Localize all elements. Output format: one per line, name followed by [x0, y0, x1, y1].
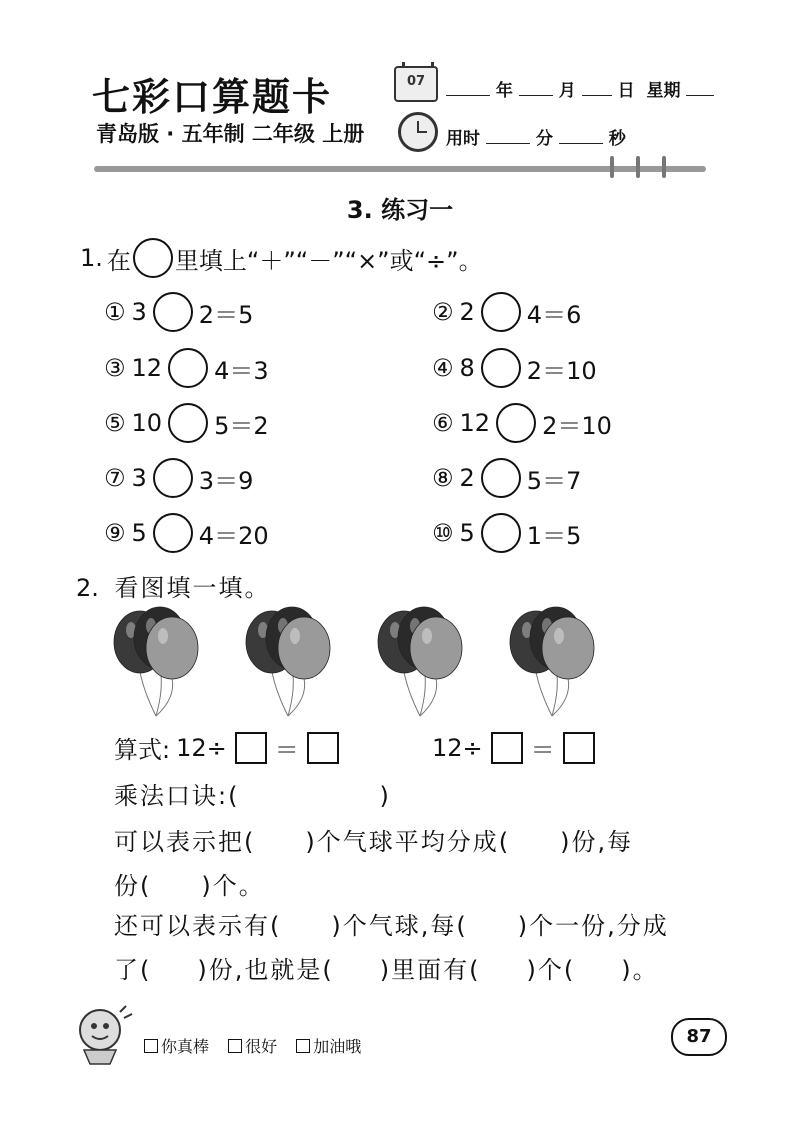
- sentence-text: 可以表示把(: [114, 828, 256, 856]
- right-side: 4＝3: [214, 356, 269, 385]
- rating-label: 你真棒: [161, 1037, 210, 1056]
- rating-great[interactable]: [144, 1034, 209, 1057]
- left-operand: 3: [131, 298, 147, 326]
- equation-item: [432, 403, 612, 443]
- sentence-line-3: [114, 906, 669, 941]
- minute-label: 分: [535, 129, 553, 149]
- sentence-text: )份,也就是(: [197, 956, 334, 984]
- page-number: 87: [671, 1018, 727, 1056]
- question-1-prompt: [80, 238, 483, 278]
- time-fields: [446, 124, 626, 149]
- item-label: ③: [104, 354, 126, 382]
- sentence-text: 份(: [114, 872, 152, 900]
- question-1-prefix: 在: [106, 246, 131, 275]
- left-operand: 5: [131, 519, 147, 547]
- left-operand: 10: [131, 409, 163, 437]
- calendar-icon: [394, 66, 438, 102]
- formula2-expression: 12÷: [432, 733, 483, 762]
- second-label: 秒: [608, 129, 626, 149]
- mascot-icon: [70, 1000, 136, 1068]
- right-side: 5＝2: [214, 411, 269, 440]
- formula-row-2: [432, 730, 597, 765]
- left-operand: 2: [459, 464, 475, 492]
- operator-circle[interactable]: [153, 292, 193, 332]
- formula-label: 算式:: [114, 736, 171, 764]
- sentence-line-2: [114, 866, 265, 901]
- left-operand: 12: [131, 354, 163, 382]
- equation-item: [104, 348, 269, 388]
- item-label: ⑨: [104, 519, 126, 547]
- equation-item: [104, 403, 269, 443]
- sentence-text: )个。: [201, 872, 265, 900]
- operator-circle[interactable]: [168, 403, 208, 443]
- question-1-suffix: 里填上“＋”“－”“×”或“÷”。: [174, 246, 483, 275]
- balloon-group: [510, 607, 594, 716]
- item-label: ⑩: [432, 519, 454, 547]
- year-label: 年: [495, 81, 513, 101]
- right-side: 2＝5: [198, 300, 254, 329]
- question-2-number: 2.: [76, 574, 99, 602]
- operator-circle[interactable]: [153, 513, 193, 553]
- sentence-text: )份,每: [560, 828, 634, 856]
- operator-circle[interactable]: [168, 348, 208, 388]
- mult-close: ): [379, 782, 391, 810]
- equation-item: [104, 458, 253, 498]
- multiplication-rhyme-line: [114, 776, 391, 811]
- question-1-number: 1.: [80, 244, 103, 272]
- formula-equals: ＝: [274, 736, 299, 764]
- operator-circle[interactable]: [481, 513, 521, 553]
- right-side: 1＝5: [526, 521, 582, 550]
- left-operand: 8: [459, 354, 475, 382]
- right-side: 2＝10: [526, 356, 597, 385]
- operator-circle[interactable]: [481, 458, 521, 498]
- right-side: 4＝20: [198, 521, 269, 550]
- weekday-label: 星期: [646, 81, 681, 101]
- day-label: 日: [617, 81, 635, 101]
- balloon: [542, 617, 594, 679]
- brand-title: 七彩口算题卡: [92, 75, 333, 119]
- item-label: ⑧: [432, 464, 454, 492]
- equation-item: [104, 513, 269, 553]
- balloon-group: [246, 607, 330, 716]
- item-label: ⑤: [104, 409, 126, 437]
- formula2-equals: ＝: [530, 736, 555, 764]
- divider-bead: [610, 156, 614, 178]
- sentence-text: )个气球,每(: [331, 912, 468, 940]
- balloon-group: [114, 607, 198, 716]
- sentence-text: 还可以表示有(: [114, 912, 282, 940]
- answer-box[interactable]: [235, 732, 267, 764]
- rating-good[interactable]: [228, 1034, 277, 1057]
- item-label: ②: [432, 298, 454, 326]
- equation-item: [432, 348, 597, 388]
- sentence-text: )个气球平均分成(: [305, 828, 511, 856]
- left-operand: 2: [459, 298, 475, 326]
- answer-box[interactable]: [563, 732, 595, 764]
- equation-item: [432, 458, 581, 498]
- edition-label: 青岛版 · 五年制 二年级 上册: [96, 122, 365, 146]
- sentence-text: )。: [621, 956, 659, 984]
- lesson-title: 3. 练习一: [346, 196, 454, 224]
- answer-box[interactable]: [491, 732, 523, 764]
- sentence-text: )里面有(: [379, 956, 481, 984]
- header-divider: [94, 166, 706, 172]
- sentence-text: )个一份,分成: [517, 912, 669, 940]
- checkbox[interactable]: [296, 1039, 310, 1053]
- equation-item: [432, 513, 581, 553]
- operator-circle[interactable]: [481, 348, 521, 388]
- equation-item: [432, 292, 581, 332]
- left-operand: 12: [459, 409, 491, 437]
- item-label: ④: [432, 354, 454, 382]
- rating-options: [144, 1034, 375, 1057]
- right-side: 3＝9: [198, 466, 254, 495]
- operator-circle[interactable]: [481, 292, 521, 332]
- rating-label: 很好: [245, 1037, 278, 1056]
- question-2-prompt: [76, 568, 271, 603]
- item-label: ①: [104, 298, 126, 326]
- question-2-text: 看图填一填。: [114, 574, 271, 602]
- answer-box[interactable]: [307, 732, 339, 764]
- calendar-number: 07: [406, 74, 426, 89]
- left-operand: 5: [459, 519, 475, 547]
- sentence-line-1: [114, 822, 633, 857]
- mult-label: 乘法口诀:(: [114, 782, 240, 810]
- clock-icon: [398, 112, 438, 152]
- time-used-label: 用时: [446, 129, 480, 149]
- right-side: 2＝10: [542, 411, 612, 440]
- right-side: 5＝7: [526, 466, 582, 495]
- rating-keep-trying[interactable]: [296, 1034, 361, 1057]
- left-operand: 3: [131, 464, 147, 492]
- item-label: ⑥: [432, 409, 454, 437]
- operator-circle[interactable]: [496, 403, 536, 443]
- balloon: [410, 617, 462, 679]
- answer-circle-sample: [133, 238, 173, 278]
- date-fields: [446, 76, 714, 101]
- balloon-group: [378, 607, 462, 716]
- formula-row-1: [114, 730, 341, 765]
- divider-bead: [662, 156, 666, 178]
- item-label: ⑦: [104, 464, 126, 492]
- checkbox[interactable]: [228, 1039, 242, 1053]
- balloon: [146, 617, 198, 679]
- divider-bead: [636, 156, 640, 178]
- operator-circle[interactable]: [153, 458, 193, 498]
- balloon: [278, 617, 330, 679]
- balloons-illustration: [100, 604, 640, 724]
- checkbox[interactable]: [144, 1039, 158, 1053]
- sentence-text: )个(: [526, 956, 576, 984]
- sentence-line-4: [114, 950, 659, 985]
- rating-label: 加油哦: [313, 1037, 362, 1056]
- formula-expression: 12÷: [176, 733, 227, 762]
- month-label: 月: [558, 81, 576, 101]
- right-side: 4＝6: [526, 300, 582, 329]
- equation-item: [104, 292, 253, 332]
- sentence-text: 了(: [114, 956, 152, 984]
